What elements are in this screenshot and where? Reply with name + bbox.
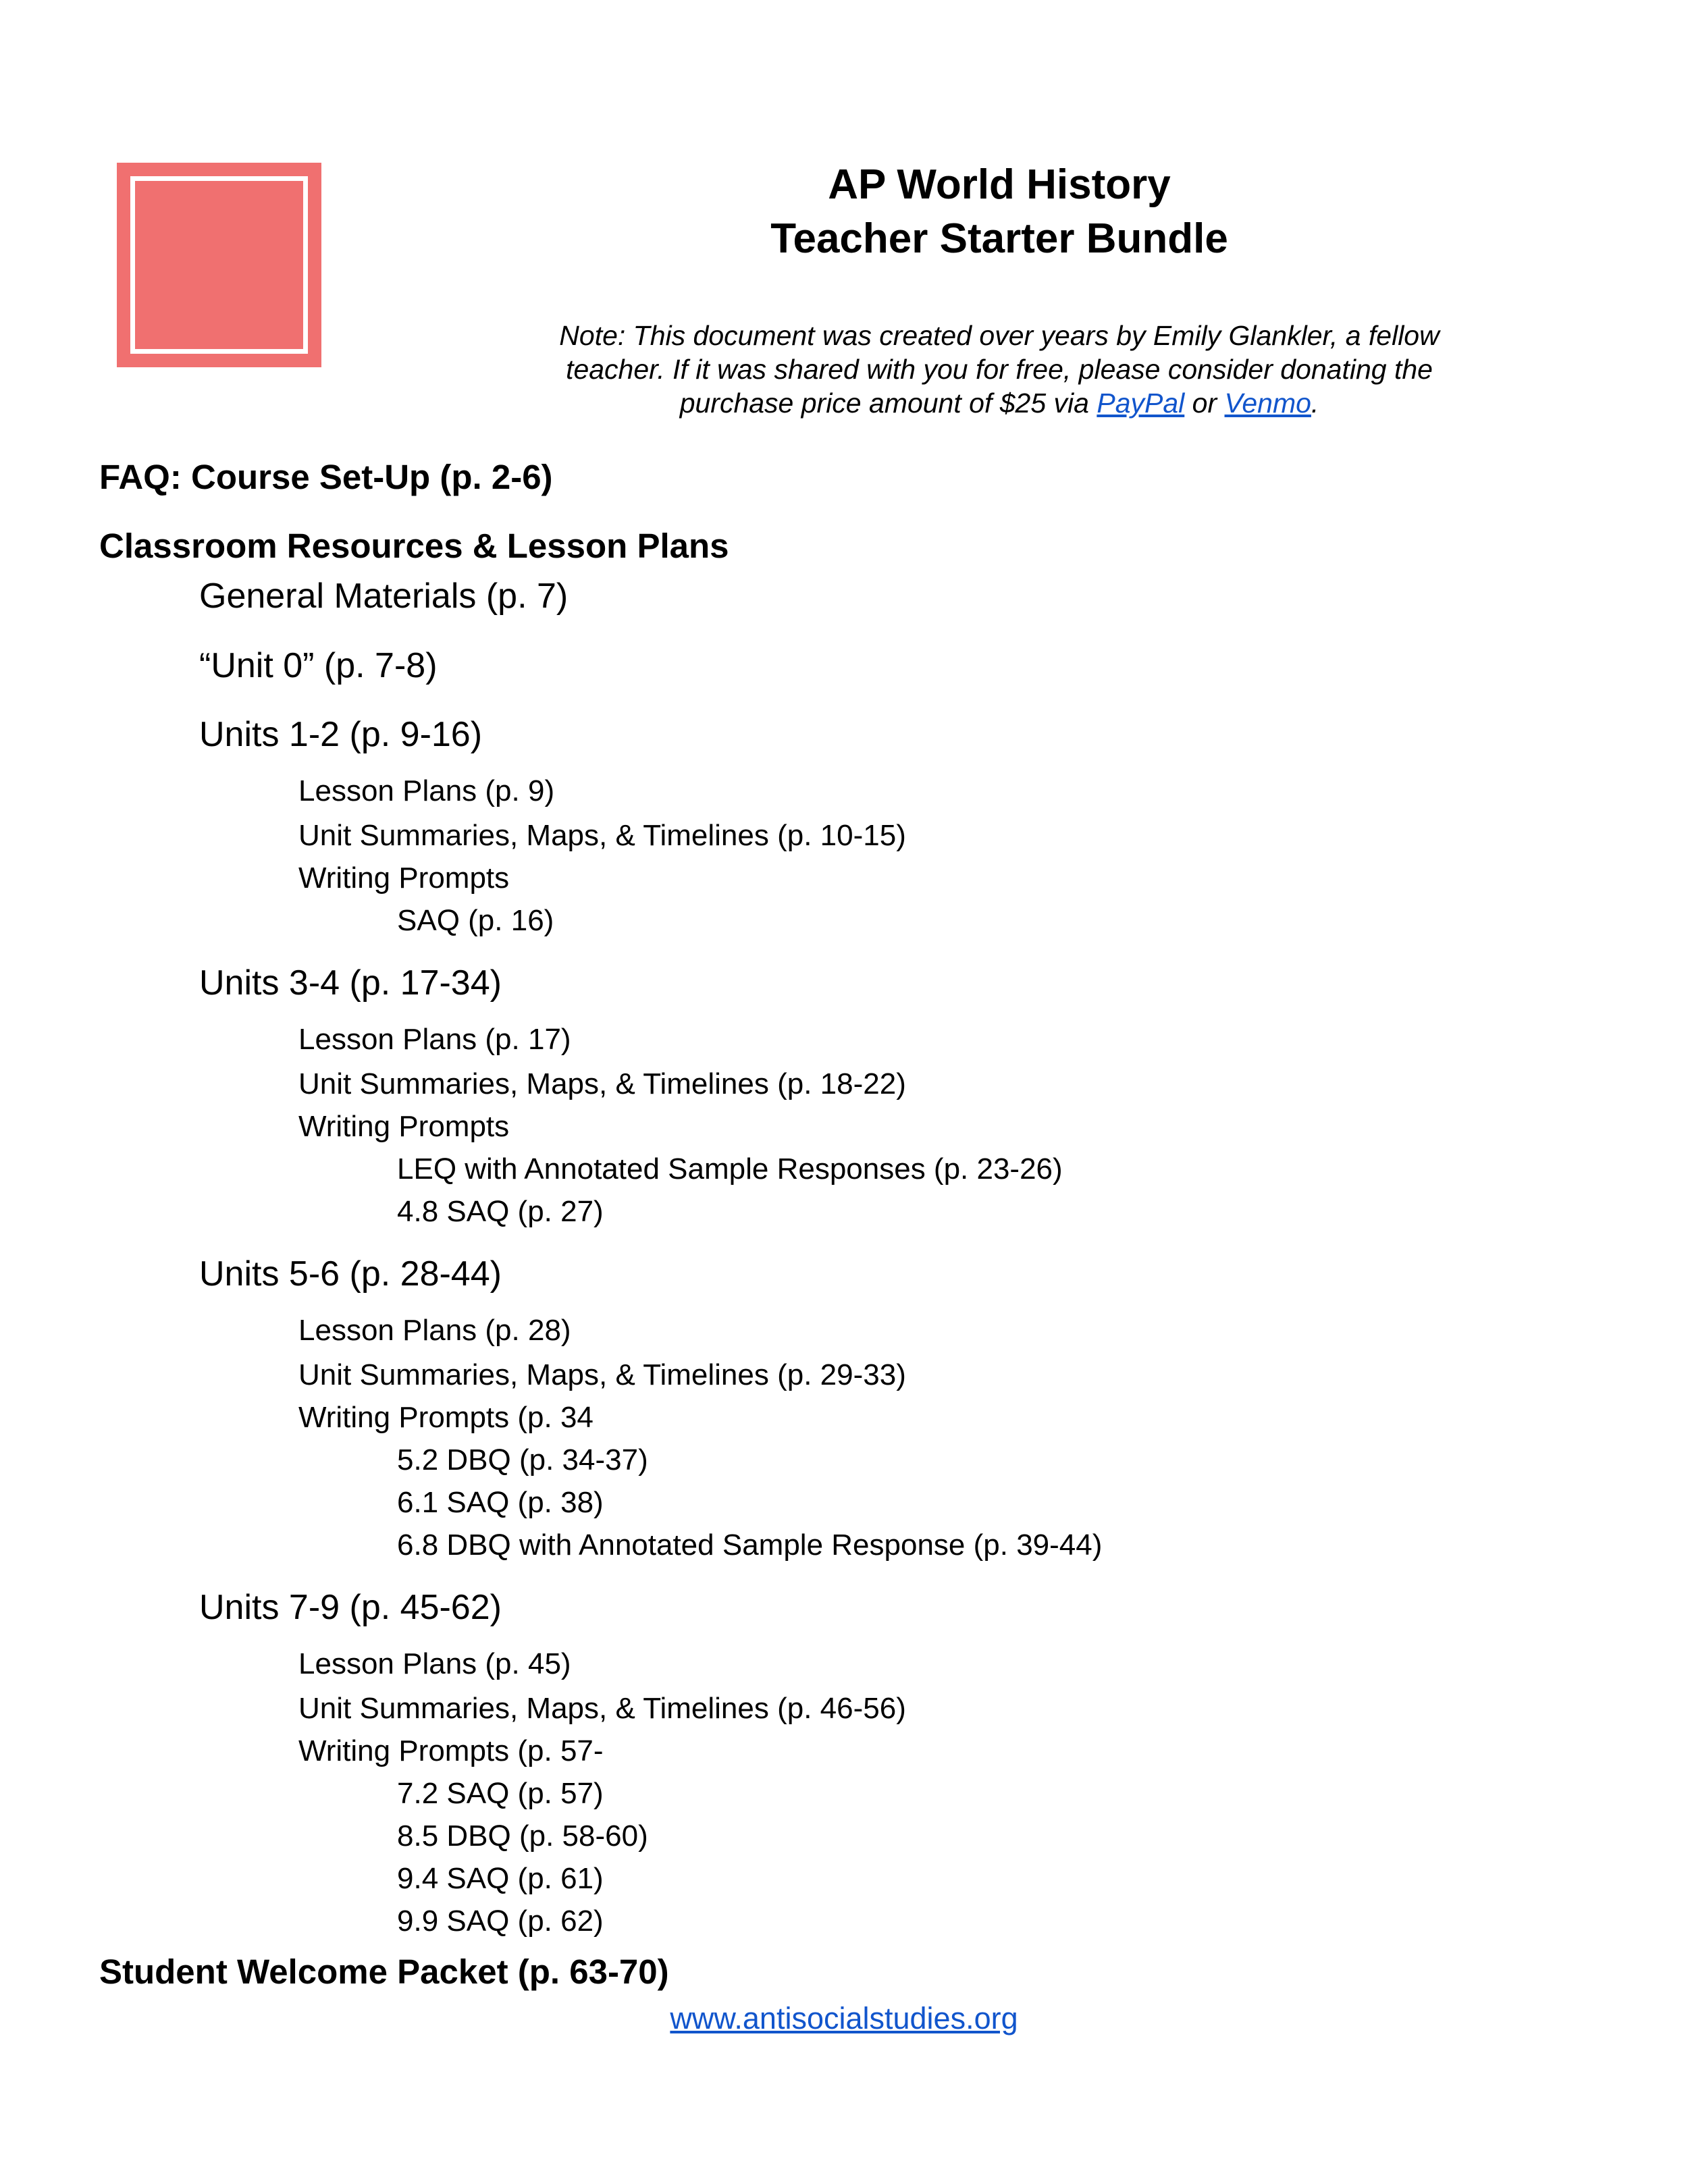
toc-classroom-resources: Classroom Resources & Lesson Plans (99, 527, 729, 565)
toc-units-5-6-prompt: 6.8 DBQ with Annotated Sample Response (p. 39-44) (397, 1528, 1103, 1562)
toc-units-7-9-writing: Writing Prompts (p. 57- (298, 1734, 604, 1767)
venmo-link[interactable]: Venmo (1224, 388, 1311, 419)
logo (117, 163, 657, 367)
toc-units-5-6-lesson: Lesson Plans (p. 28) (298, 1314, 571, 1347)
toc-units-1-2-writing: Writing Prompts (298, 861, 510, 895)
toc-units-3-4: Units 3-4 (p. 17-34) (199, 963, 502, 1003)
toc-units-3-4-writing: Writing Prompts (298, 1110, 510, 1143)
note-or: or (1184, 388, 1225, 419)
toc-units-5-6: Units 5-6 (p. 28-44) (199, 1254, 502, 1294)
toc-units-3-4-lesson: Lesson Plans (p. 17) (298, 1023, 571, 1056)
toc-units-5-6-prompt: 5.2 DBQ (p. 34-37) (397, 1443, 648, 1476)
toc-faq: FAQ: Course Set-Up (p. 2-6) (99, 458, 553, 496)
toc-units-7-9-prompt: 8.5 DBQ (p. 58-60) (397, 1819, 648, 1853)
toc-units-7-9: Units 7-9 (p. 45-62) (199, 1588, 502, 1627)
toc-units-7-9-prompt: 9.9 SAQ (p. 62) (397, 1905, 604, 1938)
toc-units-5-6-writing: Writing Prompts (p. 34 (298, 1401, 594, 1434)
note-line3-text: purchase price amount of $25 via (679, 388, 1097, 419)
paypal-link[interactable]: PayPal (1097, 388, 1185, 419)
note-line3 (473, 386, 1526, 420)
toc-units-7-9-summaries: Unit Summaries, Maps, & Timelines (p. 46-56) (298, 1692, 906, 1725)
page-title-line2: Teacher Starter Bundle (770, 215, 1228, 262)
toc-units-3-4-summaries: Unit Summaries, Maps, & Timelines (p. 18-22) (298, 1067, 906, 1100)
toc-units-1-2: Units 1-2 (p. 9-16) (199, 715, 483, 754)
logo-line-studies: studies (531, 205, 657, 239)
toc-general-materials: General Materials (p. 7) (199, 577, 569, 616)
toc-units-3-4-prompt: 4.8 SAQ (p. 27) (397, 1195, 604, 1228)
toc-unit-0: “Unit 0” (p. 7-8) (199, 646, 438, 685)
toc-units-1-2-lesson: Lesson Plans (p. 9) (298, 774, 555, 807)
logo-line-social: social (433, 205, 540, 239)
toc-units-7-9-prompt: 7.2 SAQ (p. 57) (397, 1777, 604, 1810)
footer (641, 2000, 1047, 2037)
toc-units-1-2-prompt: SAQ (p. 16) (397, 904, 554, 937)
toc-units-5-6-prompt: 6.1 SAQ (p. 38) (397, 1486, 604, 1519)
toc-units-5-6-summaries: Unit Summaries, Maps, & Timelines (p. 29-33) (298, 1358, 906, 1391)
logo-frame (130, 176, 308, 354)
toc-units-1-2-summaries: Unit Summaries, Maps, & Timelines (p. 10-15) (298, 819, 906, 852)
toc-units-3-4-prompt: LEQ with Annotated Sample Responses (p. 23-26) (397, 1152, 1063, 1186)
logo-line-anti: ANTI- (334, 203, 440, 244)
toc-units-7-9-lesson: Lesson Plans (p. 45) (298, 1647, 571, 1680)
website-link[interactable]: www.antisocialstudies.org (670, 2001, 1018, 2035)
note-line2: teacher. If it was shared with you for free, please consider donating the (566, 354, 1433, 385)
page-title-line1: AP World History (828, 161, 1171, 208)
toc-units-7-9-prompt: 9.4 SAQ (p. 61) (397, 1862, 604, 1895)
note-line1: Note: This document was created over years by Emily Glankler, a fellow (559, 320, 1440, 351)
toc-student-welcome-packet: Student Welcome Packet (p. 63-70) (99, 1952, 669, 1991)
note-period: . (1311, 388, 1319, 419)
